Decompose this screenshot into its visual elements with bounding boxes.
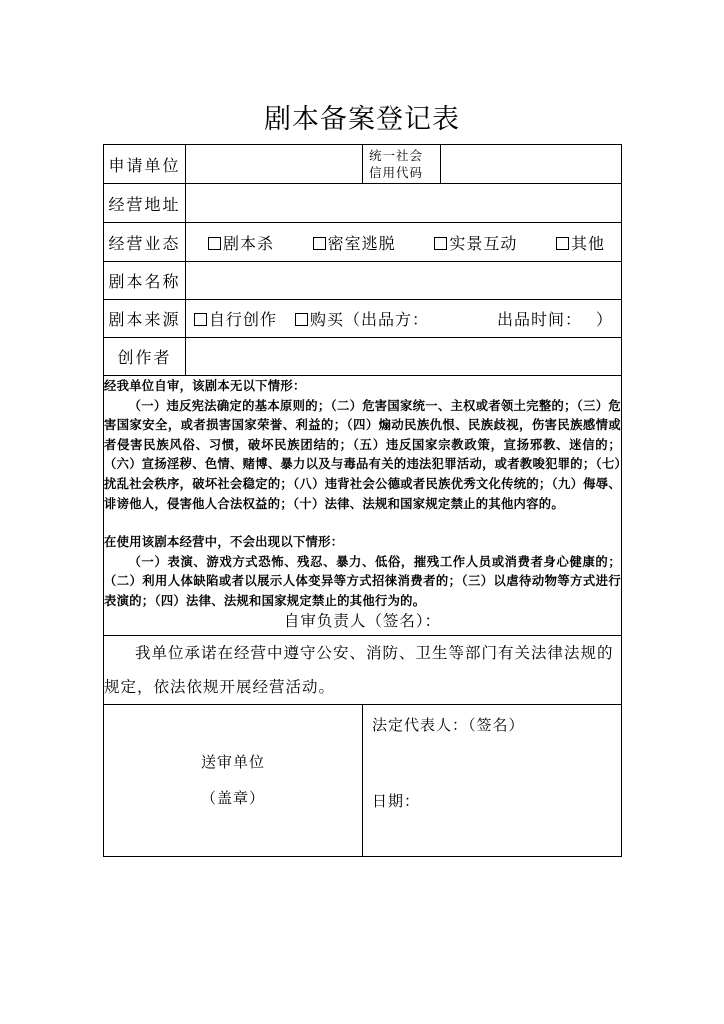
applicant-input[interactable] <box>186 145 363 184</box>
row-author <box>104 338 622 376</box>
script-name-label: 剧本名称 <box>104 262 186 300</box>
submitting-unit-label: 送审单位 <box>200 753 265 772</box>
row-applicant <box>104 145 622 184</box>
form-title: 剧本备案登记表 <box>264 104 460 135</box>
legal-rep-cell <box>363 705 622 857</box>
checkbox-icon[interactable] <box>194 313 207 326</box>
row-promise <box>104 636 622 705</box>
author-input[interactable] <box>186 338 622 376</box>
submitting-unit-cell <box>104 705 363 857</box>
row-declaration <box>104 376 622 636</box>
source-option-self[interactable]: 自行创作 <box>194 307 277 330</box>
applicant-label: 申请单位 <box>104 145 186 184</box>
business-type-options <box>186 223 622 262</box>
promise-cell <box>104 636 622 705</box>
seal-label: （盖章） <box>200 789 265 808</box>
row-script-name <box>104 262 622 300</box>
source-close-paren: ） <box>595 310 613 329</box>
business-option-script-murder[interactable]: 剧本杀 <box>208 231 274 254</box>
script-source-options <box>186 300 622 338</box>
address-input[interactable] <box>186 184 622 223</box>
row-script-source <box>104 300 622 338</box>
credit-code-label-line2: 信用代码 <box>369 165 424 180</box>
credit-code-label <box>363 145 441 184</box>
checkbox-icon[interactable] <box>208 237 221 250</box>
business-option-other[interactable]: 其他 <box>556 231 605 254</box>
date-label: 日期： <box>372 792 421 811</box>
checkbox-icon[interactable] <box>556 237 569 250</box>
release-time-label: 出品时间： <box>497 310 583 329</box>
script-name-input[interactable] <box>186 262 622 300</box>
business-option-escape-room[interactable]: 密室逃脱 <box>313 231 396 254</box>
script-source-label: 剧本来源 <box>104 300 186 338</box>
checkbox-icon[interactable] <box>313 237 326 250</box>
promise-text: 我单位承诺在经营中遵守公安、消防、卫生等部门有关法律法规的规定，依法依规开展经营活动。 <box>104 644 614 697</box>
row-signature <box>104 705 622 857</box>
checkbox-icon[interactable] <box>434 237 447 250</box>
checkbox-icon[interactable] <box>295 313 308 326</box>
self-check-signature: 自审负责人（签名）： <box>283 611 442 630</box>
business-option-live-interaction[interactable]: 实景互动 <box>434 231 517 254</box>
author-label: 创作者 <box>104 338 186 376</box>
legal-rep-signature: 法定代表人：（签名） <box>372 716 525 735</box>
address-label: 经营地址 <box>104 184 186 223</box>
row-business-type <box>104 223 622 262</box>
declaration-intro-1: 经我单位自审，该剧本无以下情形： <box>104 378 306 393</box>
declaration-body-2: （一）表演、游戏方式恐怖、残忍、暴力、低俗，摧残工作人员或消费者身心健康的；（二）利用人体缺陷或者以展示人体变异等方式招徕消费者的；（三）以虐待动物等方式进行表演的；（四）法律、法规和国家规定禁止的其他行为的。 <box>104 553 621 608</box>
credit-code-label-line1: 统一社会 <box>369 148 424 163</box>
declaration-intro-2: 在使用该剧本经营中，不会出现以下情形： <box>104 534 344 550</box>
row-address <box>104 184 622 223</box>
declaration-cell <box>104 376 622 636</box>
credit-code-input[interactable] <box>441 145 622 184</box>
business-type-label: 经营业态 <box>104 223 186 262</box>
source-option-buy[interactable]: 购买（出品方： <box>295 307 429 330</box>
declaration-body-1: （一）违反宪法确定的基本原则的；（二）危害国家统一、主权或者领土完整的；（三）危害国家安全，或者损害国家荣誉、利益的；（四）煽动民族仇恨、民族歧视，伤害民族感情或者侵害民族风俗、习惯，破坏民族团结的；（五）违反国家宗教政策，宣扬邪教、迷信的；（六）宣扬淫秽、色情、赌博、暴力以及与毒品有关的违法犯罪活动，或者教唆犯罪的；（七）扰乱社会秩序，破坏社会稳定的；（八）违背社会公德或者民族优秀文化传统的；（九）侮辱、诽谤他人，侵害他人合法权益的；（十）法律、法规和国家规定禁止的其他内容的。 <box>104 397 621 511</box>
registration-form-table <box>103 144 622 857</box>
